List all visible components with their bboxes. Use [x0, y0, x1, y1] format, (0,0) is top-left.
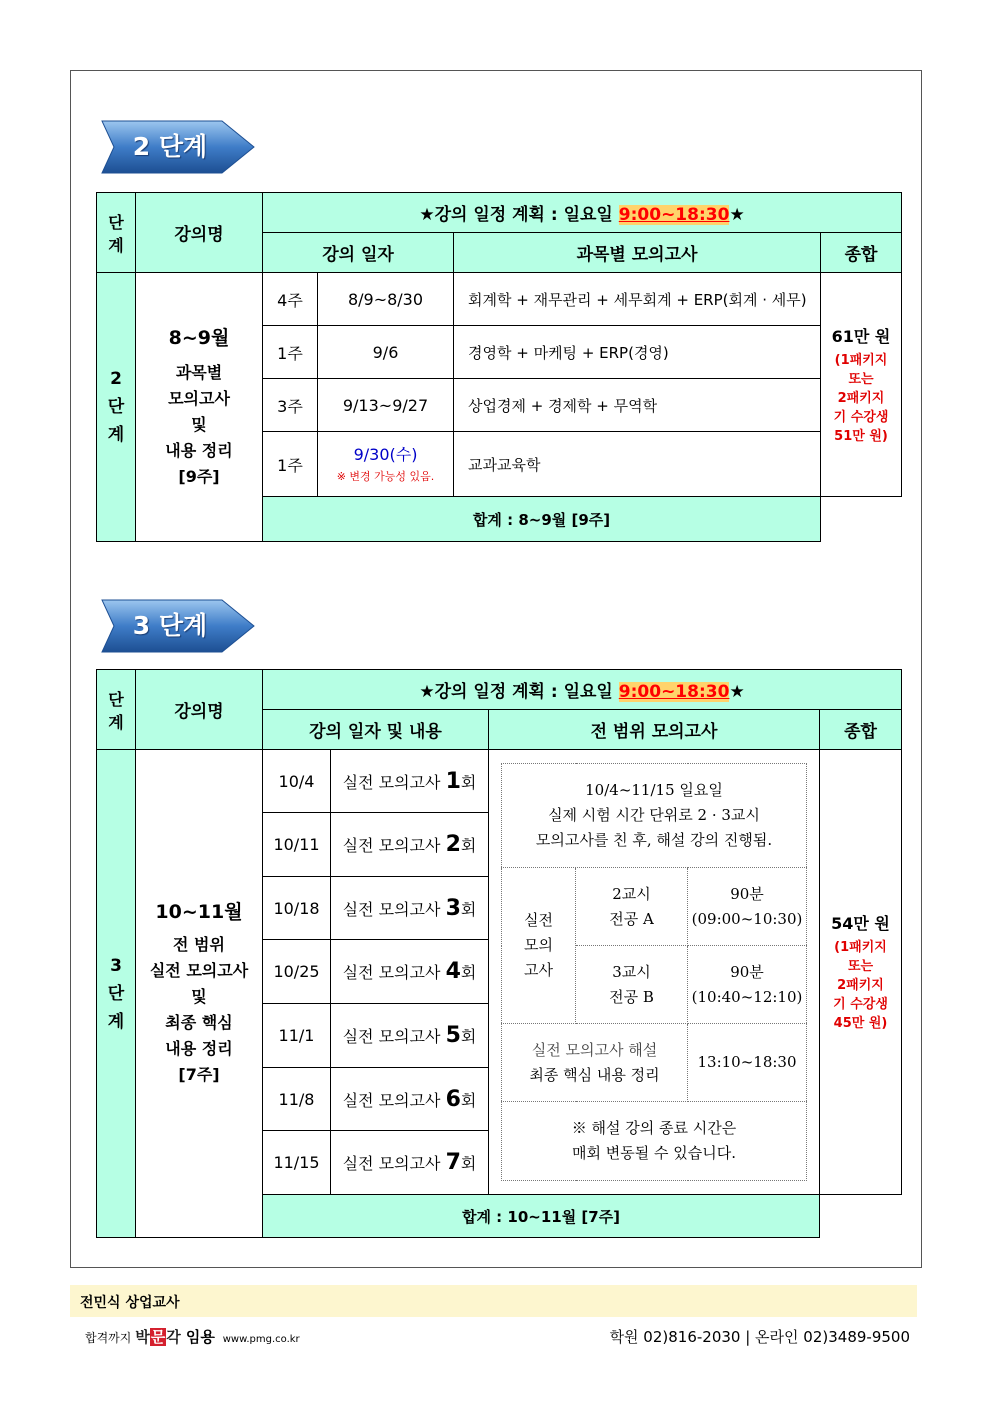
stage-label: 2 단 계 — [97, 273, 136, 542]
price-cell — [821, 273, 902, 497]
stage2-table — [96, 192, 902, 542]
lecture-date-header: 강의 일자 및 내용 — [263, 710, 489, 750]
stage2-banner-text: 2 단계 — [132, 132, 208, 161]
lecture-date-header: 강의 일자 — [263, 233, 454, 273]
date-cell: 10/25 — [263, 940, 331, 1004]
price: 61만 원 — [831, 326, 891, 346]
stage-label: 3 단 계 — [97, 750, 136, 1238]
mock-exam-header: 과목별 모의고사 — [454, 233, 821, 273]
stage-header: 단 계 — [97, 670, 136, 750]
mock-title-cell: 실전 모의고사 6회 — [331, 1068, 489, 1131]
weeks-cell: 1주 — [263, 326, 318, 379]
mock-exam-header: 전 범위 모의고사 — [489, 710, 820, 750]
price: 54만 원 — [831, 914, 890, 933]
period-2-time: 90분 (09:00~10:30) — [688, 868, 807, 946]
sum-row: 합계 : 10~11월 [7주] — [263, 1195, 820, 1238]
contact-phones: 학원 02)816-2030 | 온라인 02)3489-9500 — [609, 1328, 910, 1346]
change-note: ※ 변경 가능성 있음. — [336, 470, 435, 483]
total-header: 종합 — [820, 710, 902, 750]
date-cell: 11/8 — [263, 1068, 331, 1131]
mock-title-cell: 실전 모의고사 2회 — [331, 813, 489, 877]
lecture-name-header: 강의명 — [136, 670, 263, 750]
stage2-banner — [100, 118, 256, 176]
price-cell — [820, 750, 902, 1195]
dates-cell: 8/9~8/30 — [318, 273, 454, 326]
subjects-cell: 상업경제 + 경제학 + 무역학 — [454, 379, 821, 432]
weeks-cell: 1주 — [263, 432, 318, 497]
date-cell: 11/15 — [263, 1131, 331, 1195]
mock-title-cell: 실전 모의고사 3회 — [331, 877, 489, 940]
schedule-plan-header: ★강의 일정 계획 : 일요일 9:00~18:30★ — [263, 193, 902, 233]
footer-band — [70, 1285, 917, 1317]
mock-label: 실전 모의 고사 — [502, 868, 576, 1024]
stage3-table — [96, 669, 902, 1238]
mock-title-cell: 실전 모의고사 7회 — [331, 1131, 489, 1195]
dates-cell: 9/6 — [318, 326, 454, 379]
website-url: www.pmg.co.kr — [222, 1334, 300, 1345]
period-2: 2교시 전공 A — [576, 868, 688, 946]
stage3-banner-text: 3 단계 — [132, 611, 208, 640]
subjects-cell: 회계학 + 재무관리 + 세무회계 + ERP(회계 · 세무) — [454, 273, 821, 326]
mock-info-box — [501, 763, 807, 1181]
brand-logo: 합격까지 박문각 임용 www.pmg.co.kr — [85, 1328, 300, 1346]
weeks-cell: 3주 — [263, 379, 318, 432]
end-time-note: ※ 해설 강의 종료 시간은 매회 변동될 수 있습니다. — [571, 1119, 737, 1162]
date-cell: 10/4 — [263, 750, 331, 813]
date-cell: 10/18 — [263, 877, 331, 940]
mock-info-cell — [489, 750, 820, 1195]
discount-note: (1패키지 또는 2패키지 기 수강생 45만 원) — [833, 940, 888, 1031]
subjects-cell: 경영학 + 마케팅 + ERP(경영) — [454, 326, 821, 379]
dates-cell: 9/13~9/27 — [318, 379, 454, 432]
mock-intro: 10/4~11/15 일요일 실제 시험 시간 단위로 2 · 3교시 모의고사를 친 후, 해설 강의 진행됨. — [502, 764, 807, 868]
period-3: 3교시 전공 B — [576, 946, 688, 1024]
review-session: 실전 모의고사 해설 최종 핵심 내용 정리 — [502, 1024, 688, 1102]
mock-title-cell: 실전 모의고사 4회 — [331, 940, 489, 1004]
stage-header: 단 계 — [97, 193, 136, 273]
dates-cell: 9/30(수) ※ 변경 가능성 있음. — [318, 432, 454, 497]
date-cell: 11/1 — [263, 1004, 331, 1068]
lecture-name-header: 강의명 — [136, 193, 263, 273]
weeks-cell: 4주 — [263, 273, 318, 326]
logo-brand-mark: 문 — [150, 1328, 166, 1346]
schedule-plan-header: ★강의 일정 계획 : 일요일 9:00~18:30★ — [263, 670, 902, 710]
sum-row: 합계 : 8~9월 [9주] — [263, 497, 821, 542]
total-header: 종합 — [821, 233, 902, 273]
period-3-time: 90분 (10:40~12:10) — [688, 946, 807, 1024]
mock-title-cell: 실전 모의고사 1회 — [331, 750, 489, 813]
subjects-cell: 교과교육학 — [454, 432, 821, 497]
lecture-name: 10~11월 전 범위 실전 모의고사 및 최종 핵심 내용 정리 [7주] — [136, 750, 263, 1238]
lecture-name: 8~9월 과목별 모의고사 및 내용 정리 [9주] — [136, 273, 263, 542]
mock-title-cell: 실전 모의고사 5회 — [331, 1004, 489, 1068]
teacher-name: 전민식 상업교사 — [80, 1295, 180, 1311]
date-cell: 10/11 — [263, 813, 331, 877]
stage3-banner — [100, 597, 256, 655]
discount-note: (1패키지 또는 2패키지 기 수강생 51만 원) — [833, 352, 889, 444]
review-time: 13:10~18:30 — [688, 1024, 807, 1102]
